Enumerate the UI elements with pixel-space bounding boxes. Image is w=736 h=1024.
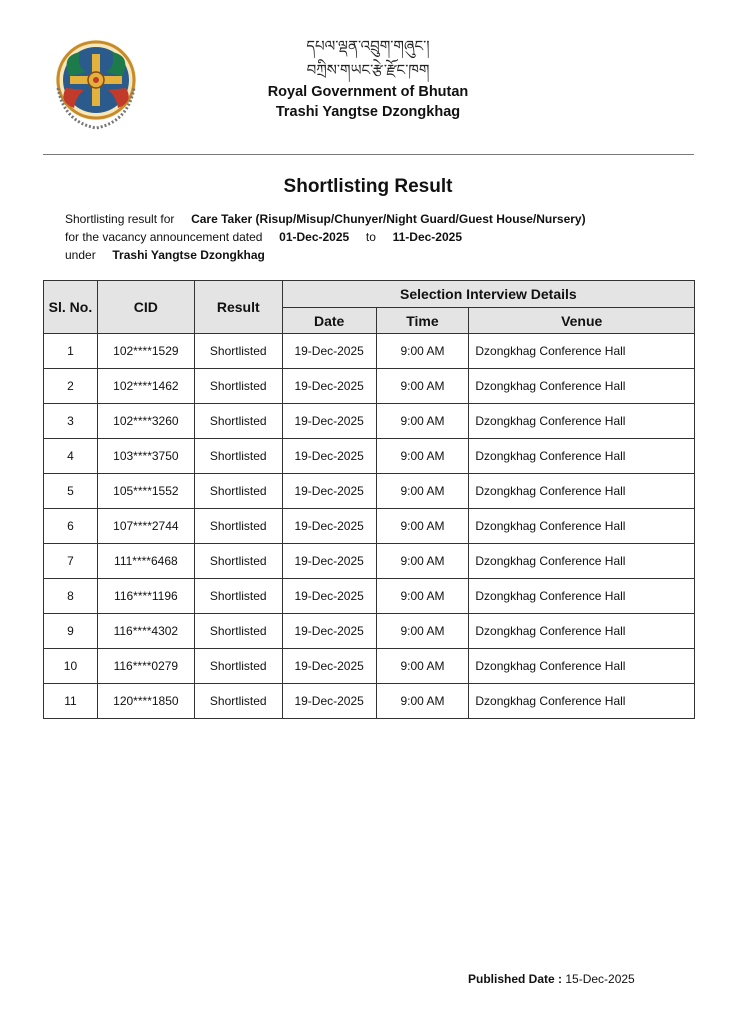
- table-row: [44, 544, 695, 579]
- cell-venue: Dzongkhag Conference Hall: [469, 579, 695, 614]
- cell-time: 9:00 AM: [376, 509, 469, 544]
- cell-cid: 116****0279: [97, 649, 194, 684]
- cell-venue: Dzongkhag Conference Hall: [469, 509, 695, 544]
- published-label: Published Date :: [468, 972, 563, 986]
- table-row: [44, 439, 695, 474]
- cell-date: 19-Dec-2025: [282, 439, 376, 474]
- results-table: [43, 280, 695, 719]
- cell-venue: Dzongkhag Conference Hall: [469, 334, 695, 369]
- cell-sl-no: 9: [44, 614, 98, 649]
- cell-time: 9:00 AM: [376, 684, 469, 719]
- cell-venue: Dzongkhag Conference Hall: [469, 369, 695, 404]
- agency-name: Trashi Yangtse Dzongkhag: [112, 248, 265, 262]
- cell-result: Shortlisted: [194, 334, 282, 369]
- cell-date: 19-Dec-2025: [282, 334, 376, 369]
- cell-time: 9:00 AM: [376, 649, 469, 684]
- cell-venue: Dzongkhag Conference Hall: [469, 684, 695, 719]
- header-result: Result: [194, 281, 282, 334]
- position-name: Care Taker (Risup/Misup/Chunyer/Night Guard/Guest House/Nursery): [191, 212, 586, 226]
- cell-result: Shortlisted: [194, 684, 282, 719]
- header-cid: CID: [97, 281, 194, 334]
- cell-cid: 107****2744: [97, 509, 194, 544]
- cell-sl-no: 4: [44, 439, 98, 474]
- cell-venue: Dzongkhag Conference Hall: [469, 439, 695, 474]
- published-date: [468, 972, 635, 986]
- dzongkha-line-2: བཀྲིས་གཡང་རྩེ་རྫོང་ཁག: [306, 61, 430, 79]
- cell-venue: Dzongkhag Conference Hall: [469, 544, 695, 579]
- cell-sl-no: 11: [44, 684, 98, 719]
- intro-label-2: for the vacancy announcement dated: [65, 230, 263, 244]
- table-row: [44, 334, 695, 369]
- cell-venue: Dzongkhag Conference Hall: [469, 404, 695, 439]
- cell-sl-no: 8: [44, 579, 98, 614]
- date-from: 01-Dec-2025: [279, 230, 350, 244]
- page-title: Shortlisting Result: [283, 176, 453, 197]
- cell-date: 19-Dec-2025: [282, 649, 376, 684]
- cell-result: Shortlisted: [194, 649, 282, 684]
- cell-date: 19-Dec-2025: [282, 474, 376, 509]
- header-time: Time: [376, 308, 469, 334]
- cell-cid: 102****1462: [97, 369, 194, 404]
- cell-date: 19-Dec-2025: [282, 579, 376, 614]
- cell-result: Shortlisted: [194, 544, 282, 579]
- cell-result: Shortlisted: [194, 509, 282, 544]
- table-row: [44, 649, 695, 684]
- cell-time: 9:00 AM: [376, 439, 469, 474]
- cell-time: 9:00 AM: [376, 544, 469, 579]
- header-date: Date: [282, 308, 376, 334]
- cell-cid: 116****1196: [97, 579, 194, 614]
- cell-result: Shortlisted: [194, 369, 282, 404]
- cell-date: 19-Dec-2025: [282, 614, 376, 649]
- cell-sl-no: 3: [44, 404, 98, 439]
- cell-cid: 105****1552: [97, 474, 194, 509]
- cell-result: Shortlisted: [194, 614, 282, 649]
- cell-time: 9:00 AM: [376, 369, 469, 404]
- cell-venue: Dzongkhag Conference Hall: [469, 474, 695, 509]
- cell-result: Shortlisted: [194, 439, 282, 474]
- table-row: [44, 684, 695, 719]
- header-sl-no: Sl. No.: [44, 281, 98, 334]
- cell-time: 9:00 AM: [376, 614, 469, 649]
- cell-date: 19-Dec-2025: [282, 544, 376, 579]
- table-row: [44, 369, 695, 404]
- table-row: [44, 579, 695, 614]
- cell-date: 19-Dec-2025: [282, 684, 376, 719]
- cell-cid: 102****1529: [97, 334, 194, 369]
- header-venue: Venue: [469, 308, 695, 334]
- cell-cid: 102****3260: [97, 404, 194, 439]
- header-interview-details: Selection Interview Details: [282, 281, 694, 308]
- cell-sl-no: 2: [44, 369, 98, 404]
- table-row: [44, 474, 695, 509]
- intro-text: [65, 210, 586, 264]
- cell-cid: 103****3750: [97, 439, 194, 474]
- intro-label-3: under: [65, 248, 96, 262]
- cell-cid: 116****4302: [97, 614, 194, 649]
- cell-date: 19-Dec-2025: [282, 404, 376, 439]
- table-row: [44, 509, 695, 544]
- cell-date: 19-Dec-2025: [282, 369, 376, 404]
- cell-venue: Dzongkhag Conference Hall: [469, 649, 695, 684]
- table-row: [44, 404, 695, 439]
- published-date-value: 15-Dec-2025: [565, 972, 635, 986]
- cell-cid: 111****6468: [97, 544, 194, 579]
- cell-result: Shortlisted: [194, 474, 282, 509]
- cell-time: 9:00 AM: [376, 579, 469, 614]
- cell-cid: 120****1850: [97, 684, 194, 719]
- dzongkhag-name: Trashi Yangtse Dzongkhag: [275, 104, 461, 120]
- intro-label-1: Shortlisting result for: [65, 212, 175, 226]
- date-to: 11-Dec-2025: [392, 230, 462, 244]
- to-label: to: [365, 230, 376, 244]
- cell-sl-no: 6: [44, 509, 98, 544]
- cell-time: 9:00 AM: [376, 474, 469, 509]
- cell-venue: Dzongkhag Conference Hall: [469, 614, 695, 649]
- dzongkha-line-1: དཔལ་ལྡན་འབྲུག་གཞུང་།: [306, 37, 430, 55]
- cell-result: Shortlisted: [194, 404, 282, 439]
- cell-time: 9:00 AM: [376, 404, 469, 439]
- cell-sl-no: 1: [44, 334, 98, 369]
- org-name: Royal Government of Bhutan: [267, 84, 469, 100]
- cell-time: 9:00 AM: [376, 334, 469, 369]
- cell-result: Shortlisted: [194, 579, 282, 614]
- cell-sl-no: 5: [44, 474, 98, 509]
- cell-sl-no: 10: [44, 649, 98, 684]
- table-row: [44, 614, 695, 649]
- cell-date: 19-Dec-2025: [282, 509, 376, 544]
- letterhead: [0, 34, 736, 122]
- header-divider: [43, 154, 694, 155]
- cell-sl-no: 7: [44, 544, 98, 579]
